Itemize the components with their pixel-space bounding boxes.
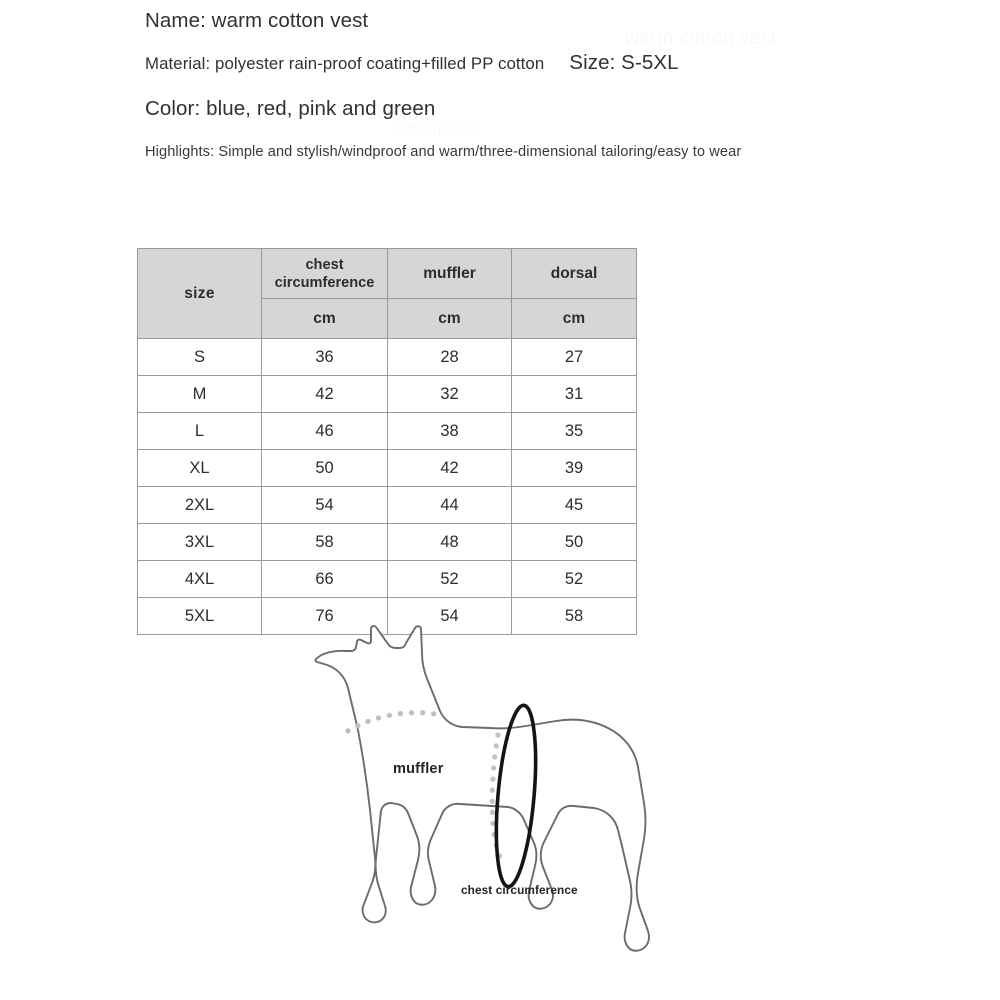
cell-dorsal: 50 [512,524,637,561]
cell-dorsal: 58 [512,598,637,635]
size-table-head [138,249,637,339]
header-unit-chest: cm [262,299,388,339]
cell-muffler: 28 [388,339,512,376]
cell-dorsal: 39 [512,450,637,487]
product-colors: Color: blue, red, pink and green [145,97,436,120]
header-size: size [138,249,262,339]
size-table [137,248,637,635]
cell-size: L [138,413,262,450]
cell-chest: 50 [262,450,388,487]
cell-size: 3XL [138,524,262,561]
diagram-label-muffler: muffler [393,761,444,777]
cell-muffler: 32 [388,376,512,413]
watermark-text-top: warm cotton vest [625,28,777,49]
cell-dorsal: 45 [512,487,637,524]
header-chest-circumference: chest circumference [262,249,388,299]
dog-outline-path [315,626,649,951]
header-muffler: muffler [388,249,512,299]
table-row [138,413,637,450]
cell-chest: 42 [262,376,388,413]
table-header-row-main [138,249,637,299]
size-table-body [138,339,637,635]
product-size-range: Size: S-5XL [569,51,679,74]
table-row [138,524,637,561]
cell-size: 2XL [138,487,262,524]
product-spec-text [145,8,905,163]
header-unit-muffler: cm [388,299,512,339]
cell-muffler: 48 [388,524,512,561]
cell-chest: 66 [262,561,388,598]
table-row [138,339,637,376]
dog-measurement-diagram [288,618,738,996]
cell-muffler: 42 [388,450,512,487]
table-row [138,376,637,413]
diagram-label-chest-circumference: chest circumference [461,883,578,897]
material-size-row [145,52,905,75]
cell-muffler: 38 [388,413,512,450]
product-name: Name: warm cotton vest [145,9,369,32]
table-row [138,561,637,598]
cell-size: S [138,339,262,376]
cell-dorsal: 52 [512,561,637,598]
cell-chest: 36 [262,339,388,376]
cell-dorsal: 31 [512,376,637,413]
header-dorsal: dorsal [512,249,637,299]
table-row [138,450,637,487]
cell-chest: 46 [262,413,388,450]
header-unit-dorsal: cm [512,299,637,339]
cell-size: XL [138,450,262,487]
cell-dorsal: 27 [512,339,637,376]
product-highlights: Highlights: Simple and stylish/windproof and warm/three-dimensional tailoring/easy to wear [145,144,742,160]
cell-size: M [138,376,262,413]
product-material: Material: polyester rain-proof coating+filled PP cotton [145,54,545,73]
cell-size: 4XL [138,561,262,598]
cell-chest: 54 [262,487,388,524]
cell-muffler: 44 [388,487,512,524]
cell-chest: 58 [262,524,388,561]
size-chart [137,248,609,635]
cell-dorsal: 35 [512,413,637,450]
cell-chest: 76 [262,598,388,635]
cell-size: 5XL [138,598,262,635]
cell-muffler: 54 [388,598,512,635]
cell-muffler: 52 [388,561,512,598]
table-row [138,487,637,524]
